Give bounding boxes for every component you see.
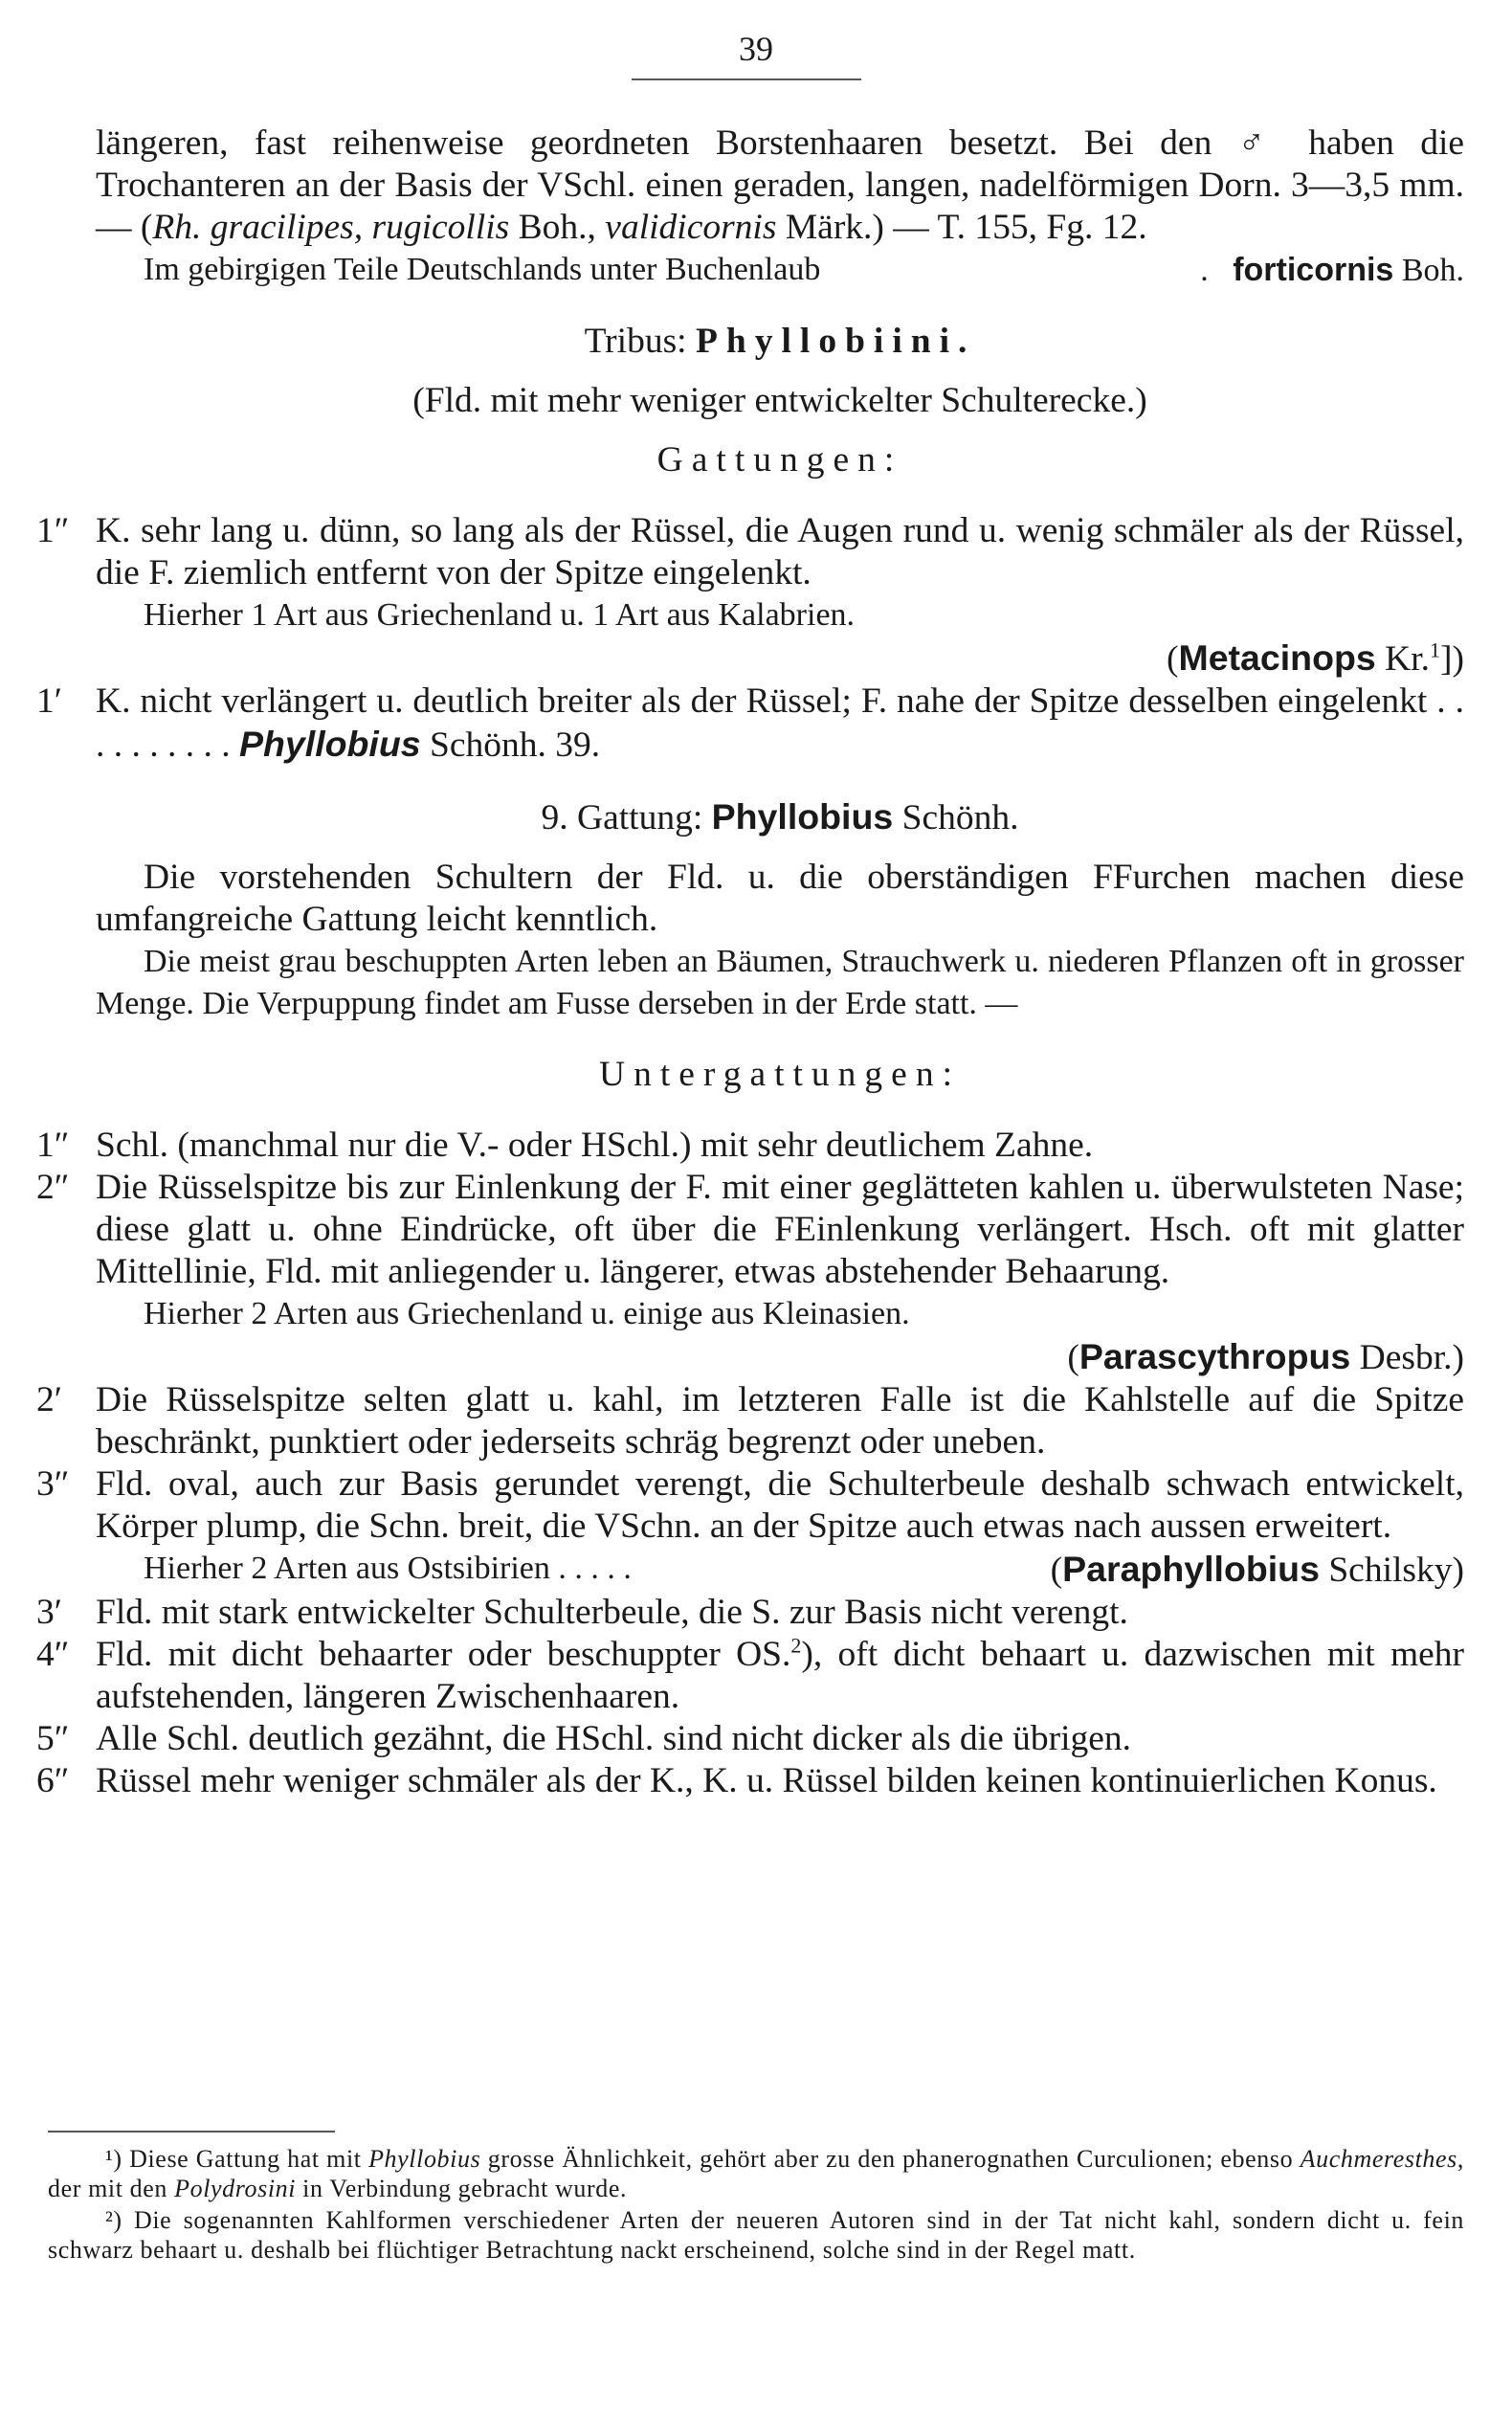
key-number: 6″ bbox=[36, 1761, 70, 1800]
footnote-1 bbox=[48, 2144, 1464, 2203]
key-entry bbox=[36, 1760, 1464, 1802]
genus-heading bbox=[96, 795, 1464, 839]
synonym: validicornis bbox=[605, 208, 777, 247]
paren: ( bbox=[1166, 639, 1179, 679]
habitat-line bbox=[96, 249, 1464, 292]
leader-dot: . bbox=[1200, 253, 1209, 288]
genus-author: Desbr.) bbox=[1350, 1338, 1464, 1377]
key-number: 3″ bbox=[36, 1464, 70, 1504]
key-number: 1′ bbox=[36, 681, 62, 721]
key-text: K. nicht verlängert u. deutlich breiter als der Rüssel; F. nahe der Spitze desselben eingelenkt bbox=[96, 681, 1428, 721]
tribus-label: Tribus: bbox=[584, 322, 687, 361]
key-text: Fld. mit dicht behaarter oder beschuppter OS. bbox=[96, 1635, 791, 1674]
key-text: Fld. oval, auch zur Basis gerundet verengt, die Schulterbeule deshalb schwach entwickelt, Körper plump, die Schn. breit, die VSchn. an der Spitze auch etwas nach aussen erweitert. bbox=[96, 1464, 1464, 1546]
footnotes bbox=[48, 2144, 1464, 2265]
taxon-name: Phyllobius bbox=[368, 2145, 481, 2173]
key-result bbox=[96, 636, 1464, 681]
genus-paragraph: Die vorstehenden Schultern der Fld. u. die oberständigen FFurchen machen diese umfangreiche Gattung leicht kenntlich. bbox=[96, 858, 1464, 939]
key-entry bbox=[36, 1463, 1464, 1548]
intro-line: Boh., bbox=[518, 208, 606, 247]
main-text bbox=[36, 123, 1465, 1802]
genus-author: Schönh. bbox=[893, 798, 1019, 837]
key-number: 3′ bbox=[36, 1593, 62, 1632]
leader-dots: . . . . . bbox=[549, 1551, 632, 1586]
key-number: 2″ bbox=[36, 1168, 70, 1207]
key-text: Schl. (manchmal nur die V.- oder HSchl.) mit sehr deutlichem Zahne. bbox=[96, 1126, 1094, 1165]
genus-author: Kr. bbox=[1375, 639, 1431, 679]
paren: ( bbox=[1067, 1338, 1079, 1377]
key-number: 1″ bbox=[36, 511, 70, 550]
intro-line: langen, nadelförmigen Dorn. 3—3,5 mm. — ( bbox=[96, 166, 1465, 247]
footnote-ref: 2 bbox=[790, 1633, 802, 1658]
key-note: Hierher 1 Art aus Griechenland u. 1 Art aus Kalabrien. bbox=[144, 597, 856, 633]
genus-name: Phyllobius bbox=[711, 796, 894, 837]
footnote-mark: ¹) bbox=[105, 2145, 122, 2173]
key-note: Hierher 2 Arten aus Ostsibirien bbox=[144, 1551, 550, 1586]
untergattungen-heading: Untergattungen: bbox=[599, 1055, 961, 1094]
intro-line: Märk.) — T. 155, Fg. 12. bbox=[776, 208, 1147, 247]
tribus-heading bbox=[96, 321, 1464, 363]
page-number-rule bbox=[632, 78, 861, 80]
key-note: Hierher 2 Arten aus Griechenland u. einige aus Kleinasien. bbox=[144, 1296, 910, 1331]
page-number: 39 bbox=[739, 30, 773, 68]
key-number: 4″ bbox=[36, 1635, 70, 1674]
footnote-text: grosse Ähnlichkeit, gehört aber zu den phanerognathen Curculionen; ebenso bbox=[480, 2145, 1301, 2173]
key-text: Die Rüsselspitze selten glatt u. kahl, im letzteren Falle ist die Kahlstelle auf die Spitze beschränkt, punktiert oder jederseits schräg begrenzt oder uneben. bbox=[96, 1380, 1464, 1462]
footnote-text: Die sogenannten Kahlformen verschiedener Arten der neueren Autoren sind in der Tat nicht kahl, sondern dicht u. fein schwarz behaart u. deshalb bei flüchtiger Betrachtung nackt erscheinend, solche sind in der Regel matt. bbox=[48, 2206, 1464, 2264]
intro-line: längeren, fast reihenweise geordneten Borstenhaaren besetzt. Bei den bbox=[96, 123, 1212, 163]
footnote-rule bbox=[48, 2131, 335, 2133]
key-text: Alle Schl. deutlich gezähnt, die HSchl. sind nicht dicker als die übrigen. bbox=[96, 1719, 1132, 1758]
key-number: 5″ bbox=[36, 1719, 70, 1758]
paren: ( bbox=[1050, 1551, 1063, 1590]
key-number: 1″ bbox=[36, 1126, 70, 1165]
key-entry bbox=[36, 1125, 1464, 1167]
key-result bbox=[96, 1335, 1464, 1379]
key-text: Rüssel mehr weniger schmäler als der K., K. u. Rüssel bilden keinen kontinuierlichen Konus. bbox=[96, 1761, 1437, 1800]
intro-paragraph bbox=[96, 123, 1464, 249]
species-author: Boh. bbox=[1401, 253, 1464, 288]
footnote-2 bbox=[48, 2205, 1464, 2265]
genus-author: Schönh. 39. bbox=[420, 726, 601, 765]
key-entry bbox=[36, 1718, 1464, 1760]
genus-heading-label: 9. Gattung: bbox=[541, 798, 712, 837]
key-text: ), oft dicht behaart u. dazwischen mit mehr aufstehenden, längeren Zwischenhaaren. bbox=[96, 1635, 1464, 1716]
genus-name: Parascythropus bbox=[1078, 1336, 1351, 1376]
key-note-result bbox=[96, 1548, 1464, 1592]
key-text: Die Rüsselspitze bis zur Einlenkung der F. mit einer geglätteten kahlen u. überwulsteten Nase; diese glatt u. ohne Eindrücke, oft über die FEinlenkung verlängert. Hsch. oft mit glatter Mittellinie, Fld. mit anliegender u. längerer, etwas abstehender Behaarung. bbox=[96, 1168, 1464, 1291]
tribus-name: Phyllobiini. bbox=[695, 322, 976, 361]
key-text: Fld. mit stark entwickelter Schulterbeule, die S. zur Basis nicht verengt. bbox=[96, 1593, 1128, 1632]
key-entry bbox=[36, 681, 1464, 767]
key-entry bbox=[36, 1592, 1464, 1634]
genus-name: Metacinops bbox=[1178, 637, 1376, 678]
key-number: 2′ bbox=[36, 1380, 62, 1419]
genus-paragraph: Die meist grau beschuppten Arten leben an Bäumen, Strauchwerk u. niederen Pflanzen oft in grosser Menge. Die Verpuppung findet am Fusse derseben in der Erde statt. — bbox=[96, 944, 1464, 1021]
leader-dots: . . . . . . . . . . bbox=[96, 681, 1464, 765]
key-text: K. sehr lang u. dünn, so lang als der Rüssel, die Augen rund u. wenig schmäler als der Rüssel, die F. ziemlich entfernt von der Spitze eingelenkt. bbox=[96, 511, 1464, 592]
intro-line: haben die Trochanteren an der Basis der VSchl. einen geraden, bbox=[96, 123, 1465, 205]
habitat-text: Im gebirgigen Teile Deutschlands unter Buchenlaub bbox=[144, 252, 821, 287]
paren: ]) bbox=[1440, 639, 1464, 679]
genus-name: Paraphyllobius bbox=[1062, 1549, 1320, 1589]
footnote-text: Diese Gattung hat mit bbox=[122, 2145, 369, 2173]
genus-author: Schilsky) bbox=[1319, 1551, 1464, 1590]
taxon-name: Auchmeresthes bbox=[1300, 2145, 1457, 2173]
synonym: Rh. gracilipes, rugicollis bbox=[152, 208, 510, 247]
footnote-text: , der mit den bbox=[48, 2145, 1464, 2202]
footnote-ref: 1 bbox=[1430, 637, 1441, 662]
genus-name: Phyllobius bbox=[239, 724, 421, 764]
key-entry bbox=[36, 1633, 1464, 1718]
footnote-mark: ²) bbox=[105, 2206, 122, 2234]
key-entry bbox=[36, 1167, 1464, 1293]
key-entry bbox=[36, 1379, 1464, 1463]
footnote-text: in Verbindung gebracht wurde. bbox=[296, 2175, 628, 2202]
tribus-description: (Fld. mit mehr weniger entwickelter Schulterecke.) bbox=[412, 381, 1147, 420]
species-name: forticornis bbox=[1233, 252, 1394, 288]
taxon-name: Polydrosini bbox=[174, 2175, 297, 2202]
key-entry bbox=[36, 510, 1464, 594]
male-symbol-icon: ♂ bbox=[1237, 123, 1282, 163]
gattungen-heading: Gattungen: bbox=[656, 440, 903, 480]
